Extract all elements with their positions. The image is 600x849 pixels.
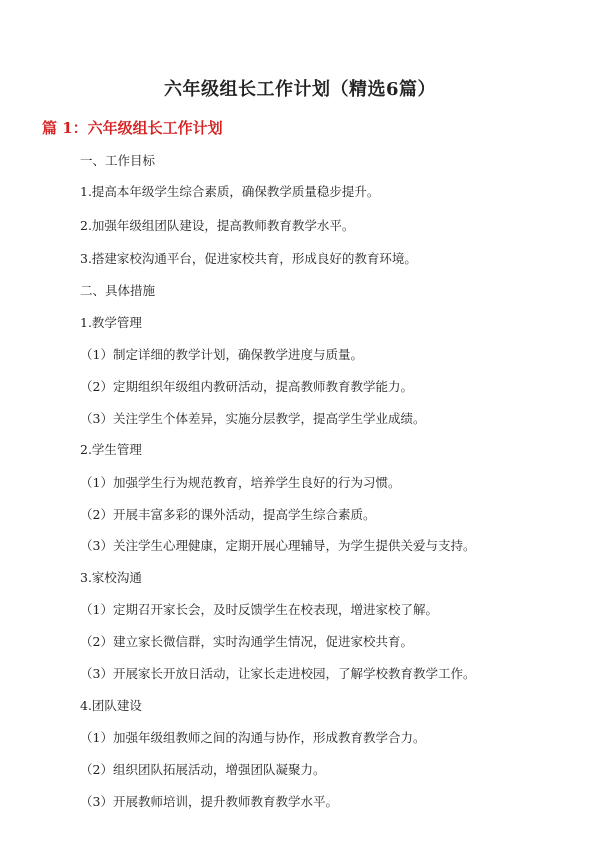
team-item-3: （3）开展教师培训，提升教师教育教学水平。 bbox=[80, 794, 338, 809]
student-item-3: （3）关注学生心理健康，定期开展心理辅导，为学生提供关爱与支持。 bbox=[80, 538, 476, 553]
teaching-item-1: （1）制定详细的教学计划，确保教学进度与质量。 bbox=[80, 347, 363, 362]
subheading-team-building: 4.团队建设 bbox=[80, 698, 142, 713]
subheading-student-management: 2.学生管理 bbox=[80, 442, 142, 457]
document-title: 六年级组长工作计划（精选6篇） bbox=[163, 79, 437, 100]
goal-item-3: 3.搭建家校沟通平台，促进家校共育，形成良好的教育环境。 bbox=[80, 251, 417, 266]
goal-item-2: 2.加强年级组团队建设，提高教师教育教学水平。 bbox=[80, 218, 355, 233]
subheading-teaching-management: 1.教学管理 bbox=[80, 315, 142, 330]
goal-item-1: 1.提高本年级学生综合素质，确保教学质量稳步提升。 bbox=[80, 184, 380, 199]
teaching-item-3: （3）关注学生个体差异，实施分层教学，提高学生学业成绩。 bbox=[80, 411, 426, 426]
heading-work-goals: 一、工作目标 bbox=[80, 153, 156, 168]
student-item-2: （2）开展丰富多彩的课外活动，提高学生综合素质。 bbox=[80, 507, 376, 522]
teaching-item-2: （2）定期组织年级组内教研活动，提高教师教育教学能力。 bbox=[80, 379, 413, 394]
student-item-1: （1）加强学生行为规范教育，培养学生良好的行为习惯。 bbox=[80, 475, 401, 490]
home-school-item-1: （1）定期召开家长会，及时反馈学生在校表现，增进家校了解。 bbox=[80, 602, 438, 617]
team-item-1: （1）加强年级组教师之间的沟通与协作，形成教育教学合力。 bbox=[80, 730, 426, 745]
subheading-home-school: 3.家校沟通 bbox=[80, 570, 142, 585]
team-item-2: （2）组织团队拓展活动，增强团队凝聚力。 bbox=[80, 762, 326, 777]
home-school-item-3: （3）开展家长开放日活动，让家长走进校园，了解学校教育教学工作。 bbox=[80, 666, 476, 681]
home-school-item-2: （2）建立家长微信群，实时沟通学生情况，促进家校共育。 bbox=[80, 634, 413, 649]
section-title: 篇 1：六年级组长工作计划 bbox=[42, 119, 223, 137]
heading-specific-measures: 二、具体措施 bbox=[80, 283, 156, 298]
